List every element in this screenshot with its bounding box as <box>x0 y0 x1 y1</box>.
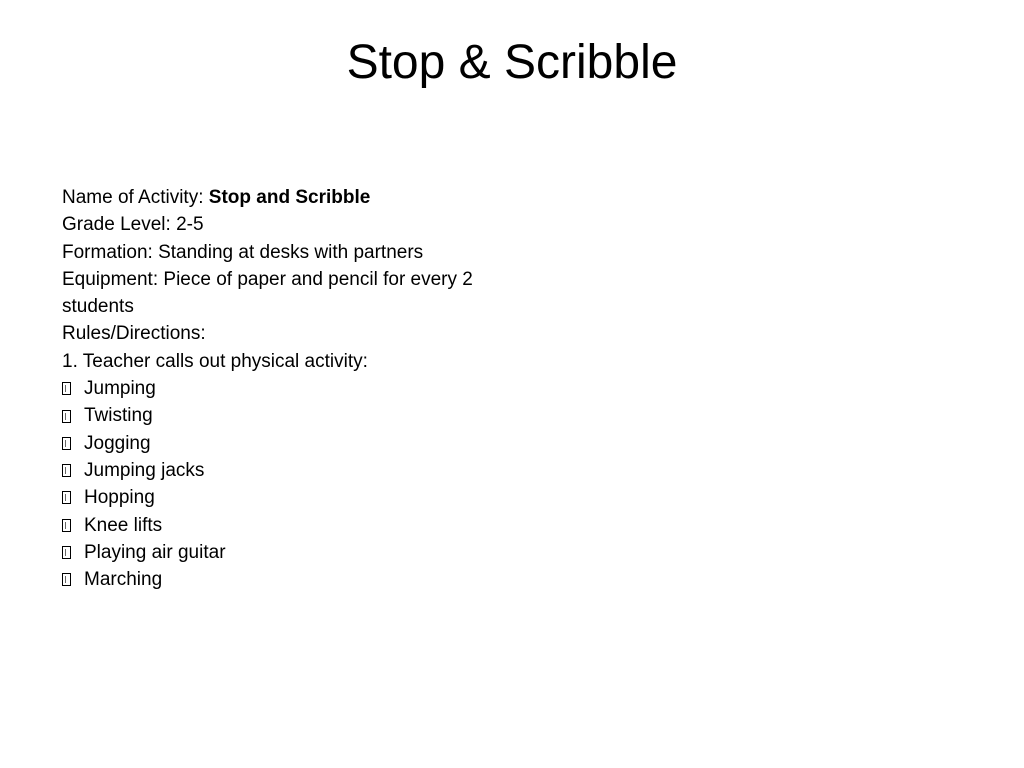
equipment-line: Equipment: Piece of paper and pencil for every 2 students <box>62 268 473 318</box>
activity-list-item <box>62 430 532 457</box>
activity-list-item <box>62 539 532 566</box>
missing-glyph-box-icon <box>62 382 71 395</box>
activity-list-item <box>62 402 532 429</box>
activity-list-item-label: Knee lifts <box>84 514 163 536</box>
activity-list-item <box>62 484 532 511</box>
activity-list-item-label: Jumping jacks <box>84 459 205 481</box>
grade-level-line: Grade Level: 2-5 <box>62 214 204 236</box>
activity-list <box>62 375 532 593</box>
activity-list-item-label: Marching <box>84 569 163 591</box>
activity-name-line <box>62 184 532 211</box>
activity-list-item-label: Jumping <box>84 378 156 400</box>
activity-list-item-label: Twisting <box>84 405 153 427</box>
activity-name-value: Stop and Scribble <box>208 187 371 208</box>
step-1-line: 1. Teacher calls out physical activity: <box>62 350 368 372</box>
activity-list-item <box>62 512 532 539</box>
missing-glyph-box-icon <box>62 519 71 532</box>
missing-glyph-box-icon <box>62 573 71 586</box>
activity-list-item <box>62 566 532 593</box>
activity-list-item-label: Playing air guitar <box>84 541 226 563</box>
missing-glyph-box-icon <box>62 410 71 423</box>
slide-body <box>62 184 532 593</box>
activity-name-label: Name of Activity: <box>62 187 209 208</box>
slide-title: Stop & Scribble <box>346 36 678 89</box>
rules-heading: Rules/Directions: <box>62 323 206 345</box>
missing-glyph-box-icon <box>62 491 71 504</box>
missing-glyph-box-icon <box>62 464 71 477</box>
activity-list-item <box>62 457 532 484</box>
missing-glyph-box-icon <box>62 437 71 450</box>
formation-line: Formation: Standing at desks with partners <box>62 241 424 263</box>
activity-list-item-label: Jogging <box>84 432 151 454</box>
activity-list-item <box>62 375 532 402</box>
missing-glyph-box-icon <box>62 546 71 559</box>
activity-list-item-label: Hopping <box>84 487 155 509</box>
